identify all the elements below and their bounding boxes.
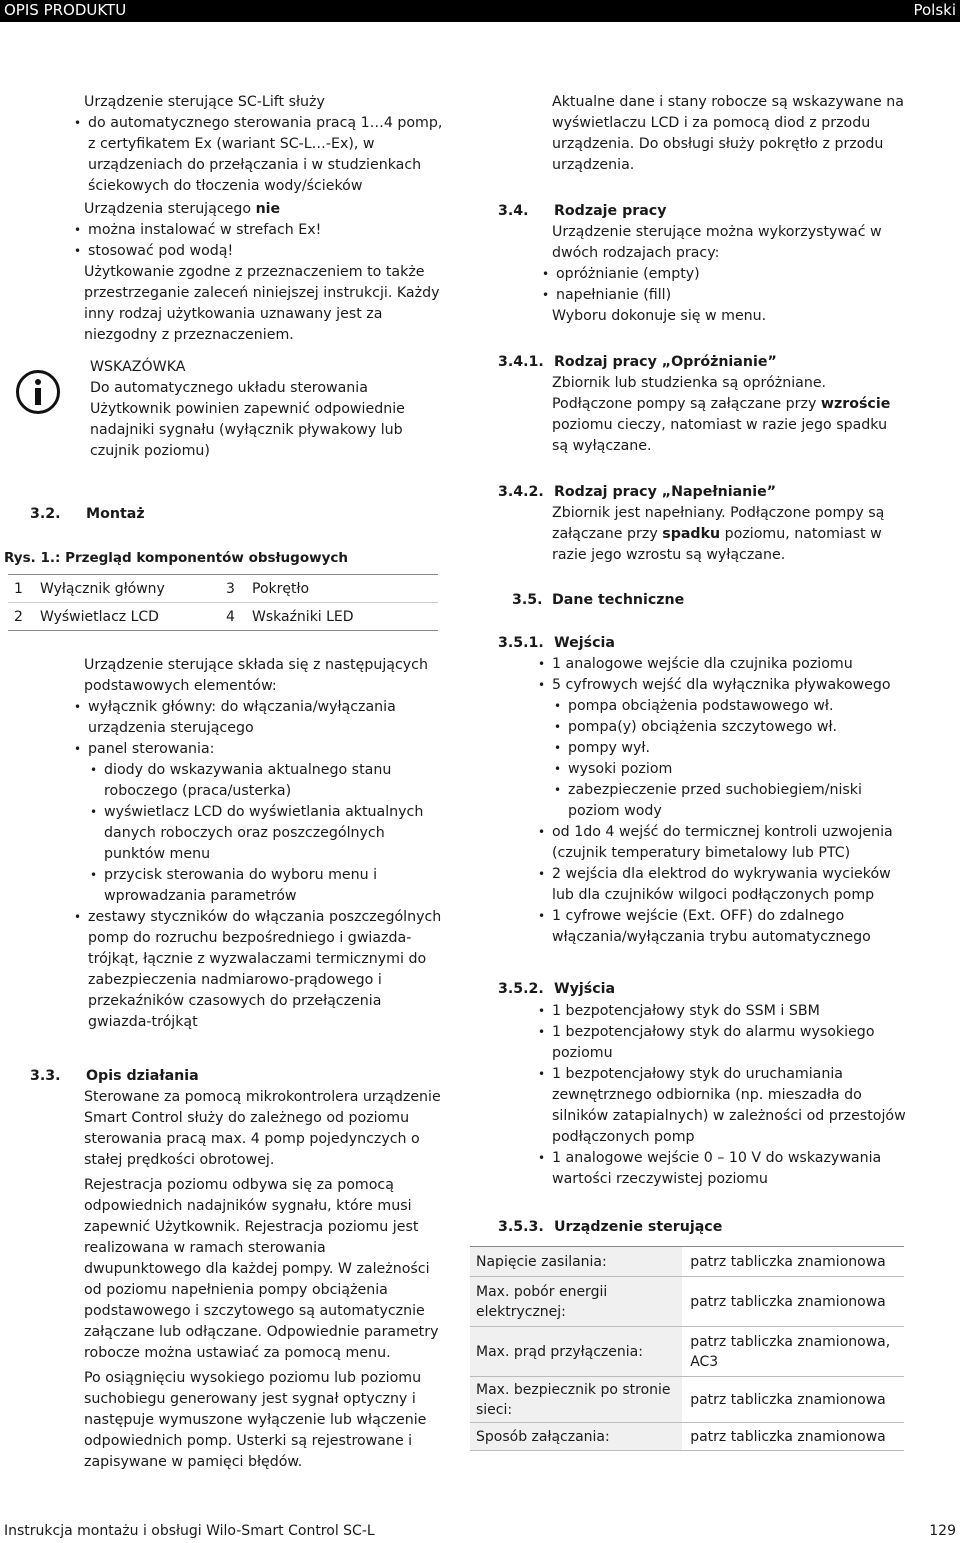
list-item: • panel sterowania: (72, 739, 444, 760)
heading-3-4-2: 3.4.2. Rodzaj pracy „Napełnianie” (498, 484, 777, 500)
heading-3-2: 3.2. Montaż (30, 506, 145, 522)
intro-bullet: • do automatycznego sterowania pracą 1…4 pomp, z certyfikatem Ex (wariant SC-L…-Ex), w urządzeniach do przełączania i w studzienkach ściekowych do tłoczenia wody/ścieków (72, 113, 444, 197)
heading-3-5-1: 3.5.1. Wejścia (498, 635, 615, 651)
note-box (90, 357, 430, 462)
table-row: Max. bezpiecznik po stronie sieci: patrz tabliczka znamionowa (470, 1377, 904, 1423)
list-item: • 1 bezpotencjałowy styk do uruchamiania zewnętrznego odbiornika (np. mieszadła do silników zatapialnych) w zależności od przestojów podłączonych pomp (536, 1064, 910, 1148)
list-item: • od 1do 4 wejść do termicznej kontroli uzwojenia (czujnik temperatury bimetalowy lub PTC) (536, 822, 910, 864)
list-item: • 1 cyfrowe wejście (Ext. OFF) do zdalnego włączania/wyłączania trybu automatycznego (536, 906, 910, 948)
list-item: • przycisk sterowania do wyboru menu i wprowadzania parametrów (88, 865, 444, 907)
section-label: OPIS PRODUKTU (4, 1, 127, 19)
list-item: • 1 analogowe wejście 0 – 10 V do wskazywania wartości rzeczywistej poziomu (536, 1148, 910, 1190)
list-item: • 1 analogowe wejście dla czujnika poziomu (536, 654, 910, 675)
list-item: • wyłącznik główny: do włączania/wyłączania urządzenia sterującego (72, 697, 444, 739)
table-row: Max. prąd przyłączenia: patrz tabliczka znamionowa, AC3 (470, 1327, 904, 1377)
paragraph: Po osiągnięciu wysokiego poziomu lub poziomu suchobiegu generowany jest sygnał optyczny i następuje wymuszone wyłączenie lub włączenie odpowiednich pomp. Usterki są rejestrowane i zapisywane w pamięci błędów. (84, 1370, 427, 1470)
inputs-list (552, 654, 910, 948)
controller-specs-table (470, 1246, 904, 1451)
table-row: 1 Wyłącznik główny 3 Pokrętło (8, 575, 438, 603)
list-item: • 5 cyfrowych wejść dla wyłącznika pływakowego (536, 675, 910, 696)
paragraph: Aktualne dane i stany robocze są wskazywane na wyświetlaczu LCD i za pomocą diod z przodu urządzenia. Do obsługi służy pokrętło z przodu urządzenia. (552, 94, 904, 173)
list-item: • 1 bezpotencjałowy styk do SSM i SBM (536, 1001, 910, 1022)
list-item: • 2 wejścia dla elektrod do wykrywania wycieków lub dla czujników wilgoci podłączonych pomp (536, 864, 910, 906)
heading-3-5-3: 3.5.3. Urządzenie sterujące (498, 1219, 723, 1235)
info-icon (16, 370, 60, 414)
list-item: • 1 bezpotencjałowy styk do alarmu wysokiego poziomu (536, 1022, 910, 1064)
intro-text: Urządzenie sterujące SC-Lift służy (84, 94, 325, 110)
manual-title: Instrukcja montażu i obsługi Wilo-Smart Control SC-L (4, 1523, 375, 1539)
list-item: • napełnianie (fill) (540, 285, 907, 306)
warning-bullet: • stosować pod wodą! (72, 241, 444, 262)
components-table (8, 574, 438, 631)
figure-caption: Rys. 1.: Przegląd komponentów obsługowych (4, 550, 348, 566)
intended-use (84, 92, 444, 346)
paragraph: Rejestracja poziomu odbywa się za pomocą odpowiednich nadajników sygnału, które musi zapewnić Użytkownik. Rejestracja poziomu jest realizowana w ramach sterowania dwupunktowego dla każdej pompy. W zależności od poziomu napełnienia pompy obciążenia podstawowego i szczytowego są automatycznie załączane lub odłączane. Odpowiednie parametry robocze można ustawiać za pomocą menu. (84, 1177, 439, 1361)
heading-3-4-1: 3.4.1. Rodzaj pracy „Opróżnianie” (498, 354, 777, 370)
paragraph: Urządzenie sterujące można wykorzystywać w dwóch rodzajach pracy: (552, 224, 882, 261)
list-item: • diody do wskazywania aktualnego stanu roboczego (praca/usterka) (88, 760, 444, 802)
list-item: • zestawy styczników do włączania poszczególnych pomp do rozruchu bezpośredniego i gwiazda-trójkąt, łącznie z wyzwalaczami termicznymi do zabezpieczenia nadmiarowo-prądowego i przekaźników czasowych do przełączenia gwiazda-trójkąt (72, 907, 444, 1033)
heading-3-3: 3.3. Opis działania (30, 1068, 199, 1084)
note-title: WSKAZÓWKA (90, 359, 186, 375)
list-item: • zabezpieczenie przed suchobiegiem/niski poziom wody (552, 780, 910, 822)
heading-3-5: 3.5. Dane techniczne (512, 592, 685, 608)
paragraph: Zbiornik jest napełniany. Podłączone pompy są załączane przy spadku poziomu, natomiast w razie jego wzrostu są wyłączane. (552, 505, 885, 563)
list-item: • pompy wył. (552, 738, 910, 759)
components-description (84, 655, 444, 1033)
function-description (84, 1087, 444, 1473)
paragraph: Wyboru dokonuje się w menu. (552, 308, 767, 324)
language-label: Polski (913, 1, 956, 19)
table-row: Sposób załączania: patrz tabliczka znamionowa (470, 1423, 904, 1451)
list-item: • pompa obciążenia podstawowego wł. (552, 696, 910, 717)
warning-line: Urządzenia sterującego nie (84, 201, 281, 217)
use-text: Użytkowanie zgodne z przeznaczeniem to także przestrzeganie zaleceń niniejszej instrukcji. Każdy inny rodzaj użytkowania uznawany jest za niezgodny z przeznaczeniem. (84, 264, 440, 343)
list-item: • pompa(y) obciążenia szczytowego wł. (552, 717, 910, 738)
page-header (0, 0, 960, 22)
list-item: • opróżnianie (empty) (540, 264, 907, 285)
outputs-list (552, 1001, 910, 1190)
page-number: 129 (929, 1523, 956, 1539)
heading-3-5-2: 3.5.2. Wyjścia (498, 981, 616, 997)
table-row: Napięcie zasilania: patrz tabliczka znamionowa (470, 1247, 904, 1277)
heading-3-4: 3.4. Rodzaje pracy (498, 203, 667, 219)
comp-intro: Urządzenie sterujące składa się z następujących podstawowych elementów: (84, 657, 428, 694)
list-item: • wyświetlacz LCD do wyświetlania aktualnych danych roboczych oraz poszczególnych punktów menu (88, 802, 444, 865)
operating-modes (552, 222, 907, 327)
table-row: 2 Wyświetlacz LCD 4 Wskaźniki LED (14, 608, 354, 625)
warning-bullet: • można instalować w strefach Ex! (72, 220, 444, 241)
note-text: Do automatycznego układu sterowania Użytkownik powinien zapewnić odpowiednie nadajniki sygnału (wyłącznik pływakowy lub czujnik poziomu) (90, 380, 405, 459)
paragraph: Zbiornik lub studzienka są opróżniane. Podłączone pompy są załączane przy wzroście poziomu cieczy, natomiast w razie jego spadku są wyłączane. (552, 375, 891, 454)
list-item: • wysoki poziom (552, 759, 910, 780)
table-row: Max. pobór energii elektrycznej: patrz tabliczka znamionowa (470, 1277, 904, 1327)
paragraph: Sterowane za pomocą mikrokontrolera urządzenie Smart Control służy do zależnego od poziomu sterowania pracą max. 4 pomp pojedynczych o stałej prędkości obrotowej. (84, 1089, 441, 1168)
